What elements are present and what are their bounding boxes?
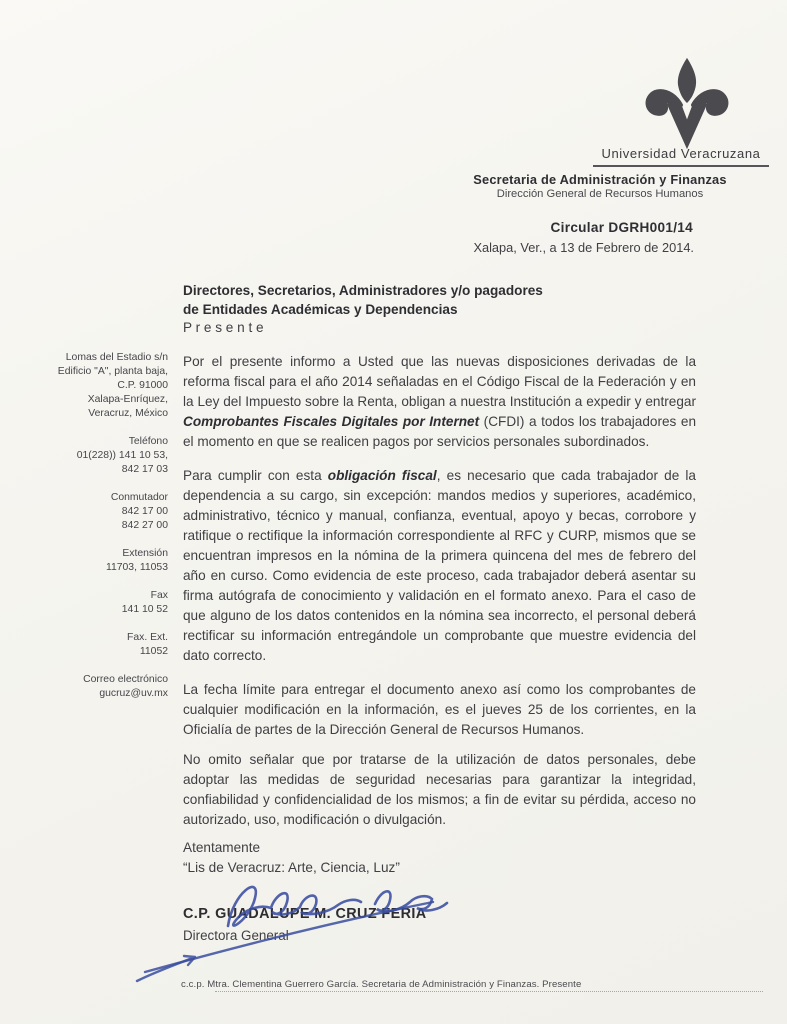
address-line: C.P. 91000 bbox=[117, 380, 168, 391]
signature-block bbox=[183, 878, 696, 946]
fax-label: Fax bbox=[150, 590, 168, 601]
paragraph-text: , es necesario que cada trabajador de la dependencia a su cargo, sin excepción: mandos medios y superiores, académico, administrativo, técnico y manual, confianza, eventual, apoyo y becas, corrobore y ratifique o rectifique la información correspondiente al RFC y CURP, mismos que se encuentran impresos en la nómina de la primera quincena del mes de febrero del año en curso. Como evidencia de este proceso, cada trabajador deberá asentar su firma autógrafa de conocimiento y validación en el formato anexo. Para el caso de que alguno de los datos contenidos en la nómina sea incorrecto, el personal deberá rectificar su información entregándole un comprobante que muestre evidencia del dato correcto. bbox=[183, 467, 696, 663]
closing-salutation: Atentamente bbox=[183, 839, 261, 855]
body-paragraph-4 bbox=[183, 750, 696, 830]
fax-ext-label: Fax. Ext. bbox=[127, 632, 168, 643]
address-block bbox=[34, 351, 168, 421]
recipient-line-1: Directores, Secretarios, Administradores y/o pagadores bbox=[183, 283, 543, 298]
switchboard-number: 842 27 00 bbox=[121, 520, 168, 531]
cc-note: c.c.p. Mtra. Clementina Guerrero García. Secretaria de Administración y Finanzas. Presente bbox=[181, 979, 582, 990]
phone-number: 01(228)) 141 10 53, bbox=[76, 450, 168, 461]
body-paragraph-3 bbox=[183, 680, 696, 740]
circular-number: Circular DGRH001/14 bbox=[550, 220, 693, 235]
extension-block bbox=[34, 547, 168, 575]
department-subtitle: Dirección General de Recursos Humanos bbox=[496, 188, 704, 200]
extension-number: 11703, 11053 bbox=[105, 562, 168, 573]
dateline: Xalapa, Ver., a 13 de Febrero de 2014. bbox=[473, 240, 694, 255]
paragraph-text: No omito señalar que por tratarse de la utilización de datos personales, debe adoptar las medidas de seguridad necesarias para garantizar la integridad, confiabilidad y confidencialidad de los mismos; a fin de evitar su pérdida, acceso no autorizado, uso, modificación o divulgación. bbox=[183, 751, 696, 827]
perforation-line bbox=[215, 991, 763, 992]
address-line: Xalapa-Enríquez, bbox=[87, 394, 168, 405]
switchboard-number: 842 17 00 bbox=[121, 506, 168, 517]
contact-sidebar bbox=[34, 351, 168, 715]
phone-number: 842 17 03 bbox=[121, 464, 168, 475]
switchboard-block bbox=[34, 491, 168, 533]
switchboard-label: Conmutador bbox=[110, 492, 168, 503]
paragraph-text: La fecha límite para entregar el documento anexo así como los comprobantes de cualquier modificación en la información, es el jueves 25 de los corrientes, en la Oficialía de partes de la Dirección General de Recursos Humanos. bbox=[183, 681, 696, 737]
recipient-block bbox=[183, 282, 696, 338]
handwritten-signature-icon bbox=[133, 864, 493, 984]
email-address: gucruz@uv.mx bbox=[99, 688, 168, 699]
phone-block bbox=[34, 435, 168, 477]
email-block bbox=[34, 673, 168, 701]
body-paragraph-2 bbox=[183, 466, 696, 666]
address-line: Edificio "A", planta baja, bbox=[57, 366, 168, 377]
email-label: Correo electrónico bbox=[83, 674, 168, 685]
closing-block bbox=[183, 838, 696, 878]
secretariat-title: Secretaria de Administración y Finanzas bbox=[473, 172, 727, 187]
fax-ext-number: 11052 bbox=[139, 646, 168, 657]
emphasized-text: Comprobantes Fiscales Digitales por Internet bbox=[183, 413, 480, 429]
institutional-motto: “Lis de Veracruz: Arte, Ciencia, Luz” bbox=[183, 859, 400, 875]
address-line: Lomas del Estadio s/n bbox=[65, 352, 168, 363]
recipient-line-2: de Entidades Académicas y Dependencias bbox=[183, 301, 458, 317]
emphasized-text: obligación fiscal bbox=[327, 467, 437, 483]
fax-block bbox=[34, 589, 168, 617]
university-name: Universidad Veracruzana bbox=[593, 146, 769, 167]
letter-body bbox=[183, 282, 696, 946]
phone-label: Teléfono bbox=[128, 436, 168, 447]
extension-label: Extensión bbox=[122, 548, 168, 559]
paragraph-text: (CFDI) a todos los trabajadores en el momento en que se realicen pagos por servicios personales subordinados. bbox=[183, 413, 697, 449]
address-line: Veracruz, México bbox=[88, 408, 168, 419]
fax-ext-block bbox=[34, 631, 168, 659]
paragraph-text: Por el presente informo a Usted que las nuevas disposiciones derivadas de la reforma fiscal para el año 2014 señaladas en el Código Fiscal de la Federación y en la Ley del Impuesto sobre la Renta, obligan a nuestra Institución a expedir y entregar bbox=[183, 353, 696, 409]
body-paragraph-1 bbox=[183, 352, 696, 452]
signatory-title: Directora General bbox=[183, 927, 289, 943]
fax-number: 141 10 52 bbox=[121, 604, 168, 615]
signatory-name: C.P. GUADALUPE M. CRUZ FERIA bbox=[183, 905, 427, 922]
paragraph-text: Para cumplir con esta bbox=[183, 467, 328, 483]
uv-fleur-logo-icon bbox=[637, 56, 737, 152]
recipient-line-3: P r e s e n t e bbox=[183, 320, 264, 335]
